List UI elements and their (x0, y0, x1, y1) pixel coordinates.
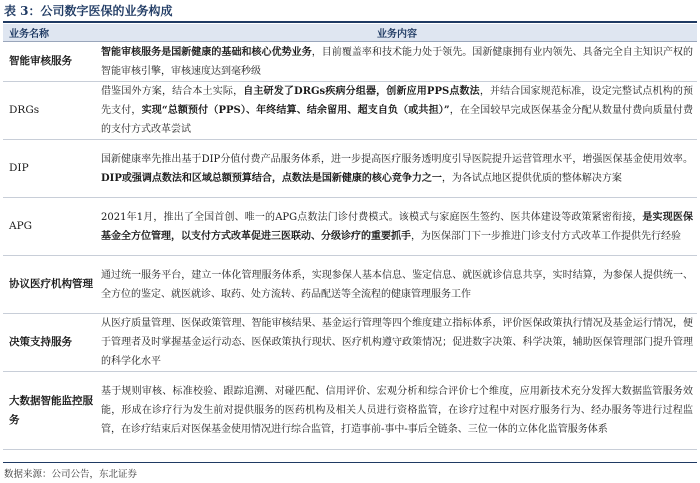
table-row (3, 42, 697, 82)
content-segment: 智能审核服务是国新健康的基础和核心优势业务 (101, 46, 312, 58)
bottom-rule (3, 462, 697, 463)
content-segment: 基于规则审核、标准校验、跟踪追溯、对碰匹配、信用评价、宏观分析和综合评价七个维度，应用新技术充分发挥大数据监管服务效能，形成在诊疗行为发生前对提供服务的医药机构及相关人员进行资格监管，在诊疗过程中对医疗服务行为、经办服务等进行过程监管，在诊疗结束后对医保基金使用情况进行综合监管，打造事前-事中-事后全链条、三位一体的立体化监管服务体系 (101, 386, 693, 435)
row-content (97, 198, 697, 256)
top-rule (3, 21, 697, 23)
header-row (3, 24, 697, 42)
row-content (97, 82, 697, 140)
content-segment: 是实现医保基金全方位管理，以支付方式改革促进三医联动、分级诊疗的重要抓手 (101, 211, 694, 242)
business-table (3, 24, 697, 450)
row-content (97, 314, 697, 372)
content-segment: DIP或强调点数法和区域总额预算结合，点数法是国新健康的核心竞争力之一 (101, 172, 442, 184)
row-content (97, 256, 697, 314)
table-row (3, 372, 697, 450)
content-segment: ，并结合国家规范标准，设定完整试点机构的预先支付， (101, 86, 694, 116)
content-segment: 自主研发了DRGs疾病分组器，创新应用PPS点数法 (243, 86, 480, 97)
table-row (3, 140, 697, 198)
table-title: 表 3：公司数字医保的业务构成 (4, 4, 173, 18)
row-content (97, 140, 697, 198)
content-segment: ，为各试点地区提供优质的整体解决方案 (441, 172, 622, 184)
content-segment: ，在全国较早完成医保基金分配从数量付费向质量付费的支付方式改革尝试 (101, 105, 694, 135)
row-name: DIP (3, 140, 97, 198)
row-content (97, 372, 697, 450)
content-segment: 实现“总额预付（PPS）、年终结算、结余留用、超支自负（或共担）” (141, 105, 450, 116)
content-segment: 2021年1月，推出了全国首创、唯一的APG点数法门诊付费模式。该模式与家庭医生签约、医共体建设等政策紧密衔接， (101, 211, 643, 223)
row-name: APG (3, 198, 97, 256)
row-name: 大数据智能监控服务 (3, 372, 97, 450)
header-business-name: 业务名称 (3, 24, 97, 42)
content-segment: 国新健康率先推出基于DIP分值付费产品服务体系，进一步提高医疗服务透明度引导医院提升运营管理水平，增强医保基金使用效率。 (101, 153, 693, 165)
content-segment: 借鉴国外方案，结合本土实际， (101, 86, 244, 97)
row-name: 协议医疗机构管理 (3, 256, 97, 314)
content-segment: 从医疗质量管理、医保政策管理、智能审核结果、基金运行管理等四个维度建立指标体系，评价医保政策执行情况及基金运行情况，便于管理者及时掌握基金运行动态、医保政策执行现状、医疗机构遵守政策情况；促进数字决策、科学决策，辅助医保管理部门提升管理的科学化水平 (101, 318, 693, 367)
table-row (3, 198, 697, 256)
content-segment: 通过统一服务平台，建立一体化管理服务体系，实现参保人基本信息、鉴定信息、就医就诊信息共享，实时结算，为参保人提供统一、全方位的鉴定、就医就诊、取药、处方流转、药品配送等全流程的健康管理服务工作 (101, 269, 693, 300)
table-row (3, 82, 697, 140)
row-name: DRGs (3, 82, 97, 140)
table-row (3, 314, 697, 372)
data-source-note: 数据来源：公司公告，东北证券 (4, 469, 138, 480)
content-segment: ，为医保部门下一步推进门诊支付方式改革工作提供先行经验 (411, 230, 681, 242)
header-business-content: 业务内容 (97, 24, 697, 42)
row-name: 智能审核服务 (3, 42, 97, 82)
table-row (3, 256, 697, 314)
row-name: 决策支持服务 (3, 314, 97, 372)
content-segment: ，目前覆盖率和技术能力处于领先。国新健康拥有业内领先、具备完全自主知识产权的智能审核引擎，审核速度达到毫秒级 (101, 46, 694, 77)
row-content (97, 42, 697, 82)
